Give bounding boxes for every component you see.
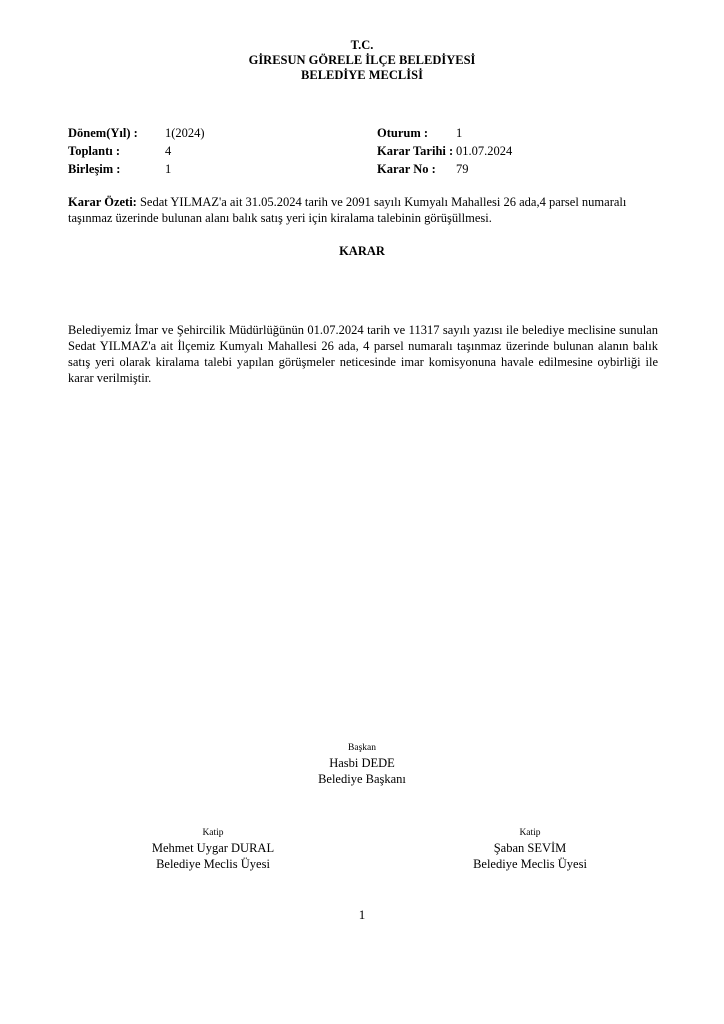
signature-baskan xyxy=(0,741,724,787)
signature-role: Katip xyxy=(519,828,541,838)
signature-title: Belediye Meclis Üyesi xyxy=(156,857,270,871)
signature-name: Mehmet Uygar DURAL xyxy=(151,841,275,855)
header-council: BELEDİYE MECLİSİ xyxy=(301,68,423,82)
meta-right-block xyxy=(377,124,512,178)
page-number: 1 xyxy=(358,907,366,922)
meta-row-birlesim xyxy=(68,160,205,178)
header-municipality: GİRESUN GÖRELE İLÇE BELEDİYESİ xyxy=(248,53,476,67)
meta-row-donem xyxy=(68,124,205,142)
signature-title: Belediye Başkanı xyxy=(318,772,406,786)
meta-value: 01.07.2024 xyxy=(456,144,513,158)
meta-value: 1(2024) xyxy=(165,126,205,140)
signature-name: Hasbi DEDE xyxy=(329,756,395,770)
meta-value: 1 xyxy=(456,126,463,140)
meta-label: Dönem(Yıl) : xyxy=(68,126,138,140)
meta-row-karar-no xyxy=(377,160,512,178)
header-country: T.C. xyxy=(350,38,374,52)
decision-title: KARAR xyxy=(339,244,385,258)
meta-label: Birleşim : xyxy=(68,162,121,176)
meta-left-block xyxy=(68,124,205,178)
meta-label: Oturum : xyxy=(377,126,429,140)
signature-katip-left xyxy=(108,826,318,872)
summary-label: Karar Özeti: xyxy=(68,195,137,209)
meta-label: Karar Tarihi : xyxy=(377,144,454,158)
meta-row-oturum xyxy=(377,124,512,142)
signature-role: Katip xyxy=(202,828,224,838)
meta-label: Toplantı : xyxy=(68,144,120,158)
document-header xyxy=(0,38,724,83)
decision-body: Belediyemiz İmar ve Şehircilik Müdürlüğünün 01.07.2024 tarih ve 11317 sayılı yazısı ile belediye meclisine sunulan Sedat YILMAZ'a ait İlçemiz Kumyalı Mahallesi 26 ada, 4 parsel numaralı taşınmaz üzerinde bulunan alanın balık satış yeri olarak kiralama talebi yapılan görüşmeler neticesinde imar komisyonuna havale edilmesine oybirliği ile karar verilmiştir. xyxy=(68,323,658,385)
summary-text: Sedat YILMAZ'a ait 31.05.2024 tarih ve 2091 sayılı Kumyalı Mahallesi 26 ada,4 parsel numaralı taşınmaz üzerinde bulunan alanı balık satış yeri için kiralama talebinin görüşüllmesi. xyxy=(68,195,627,225)
decision-summary xyxy=(68,194,658,226)
meta-row-toplanti xyxy=(68,142,205,160)
meta-value: 1 xyxy=(165,162,172,176)
signature-katip-right xyxy=(420,826,640,872)
signature-title: Belediye Meclis Üyesi xyxy=(473,857,587,871)
meta-label: Karar No : xyxy=(377,162,436,176)
signature-name: Şaban SEVİM xyxy=(493,841,567,855)
meta-value: 4 xyxy=(165,144,172,158)
signature-role: Başkan xyxy=(348,743,376,753)
meta-row-karar-tarihi xyxy=(377,142,512,160)
meta-value: 79 xyxy=(456,162,469,176)
